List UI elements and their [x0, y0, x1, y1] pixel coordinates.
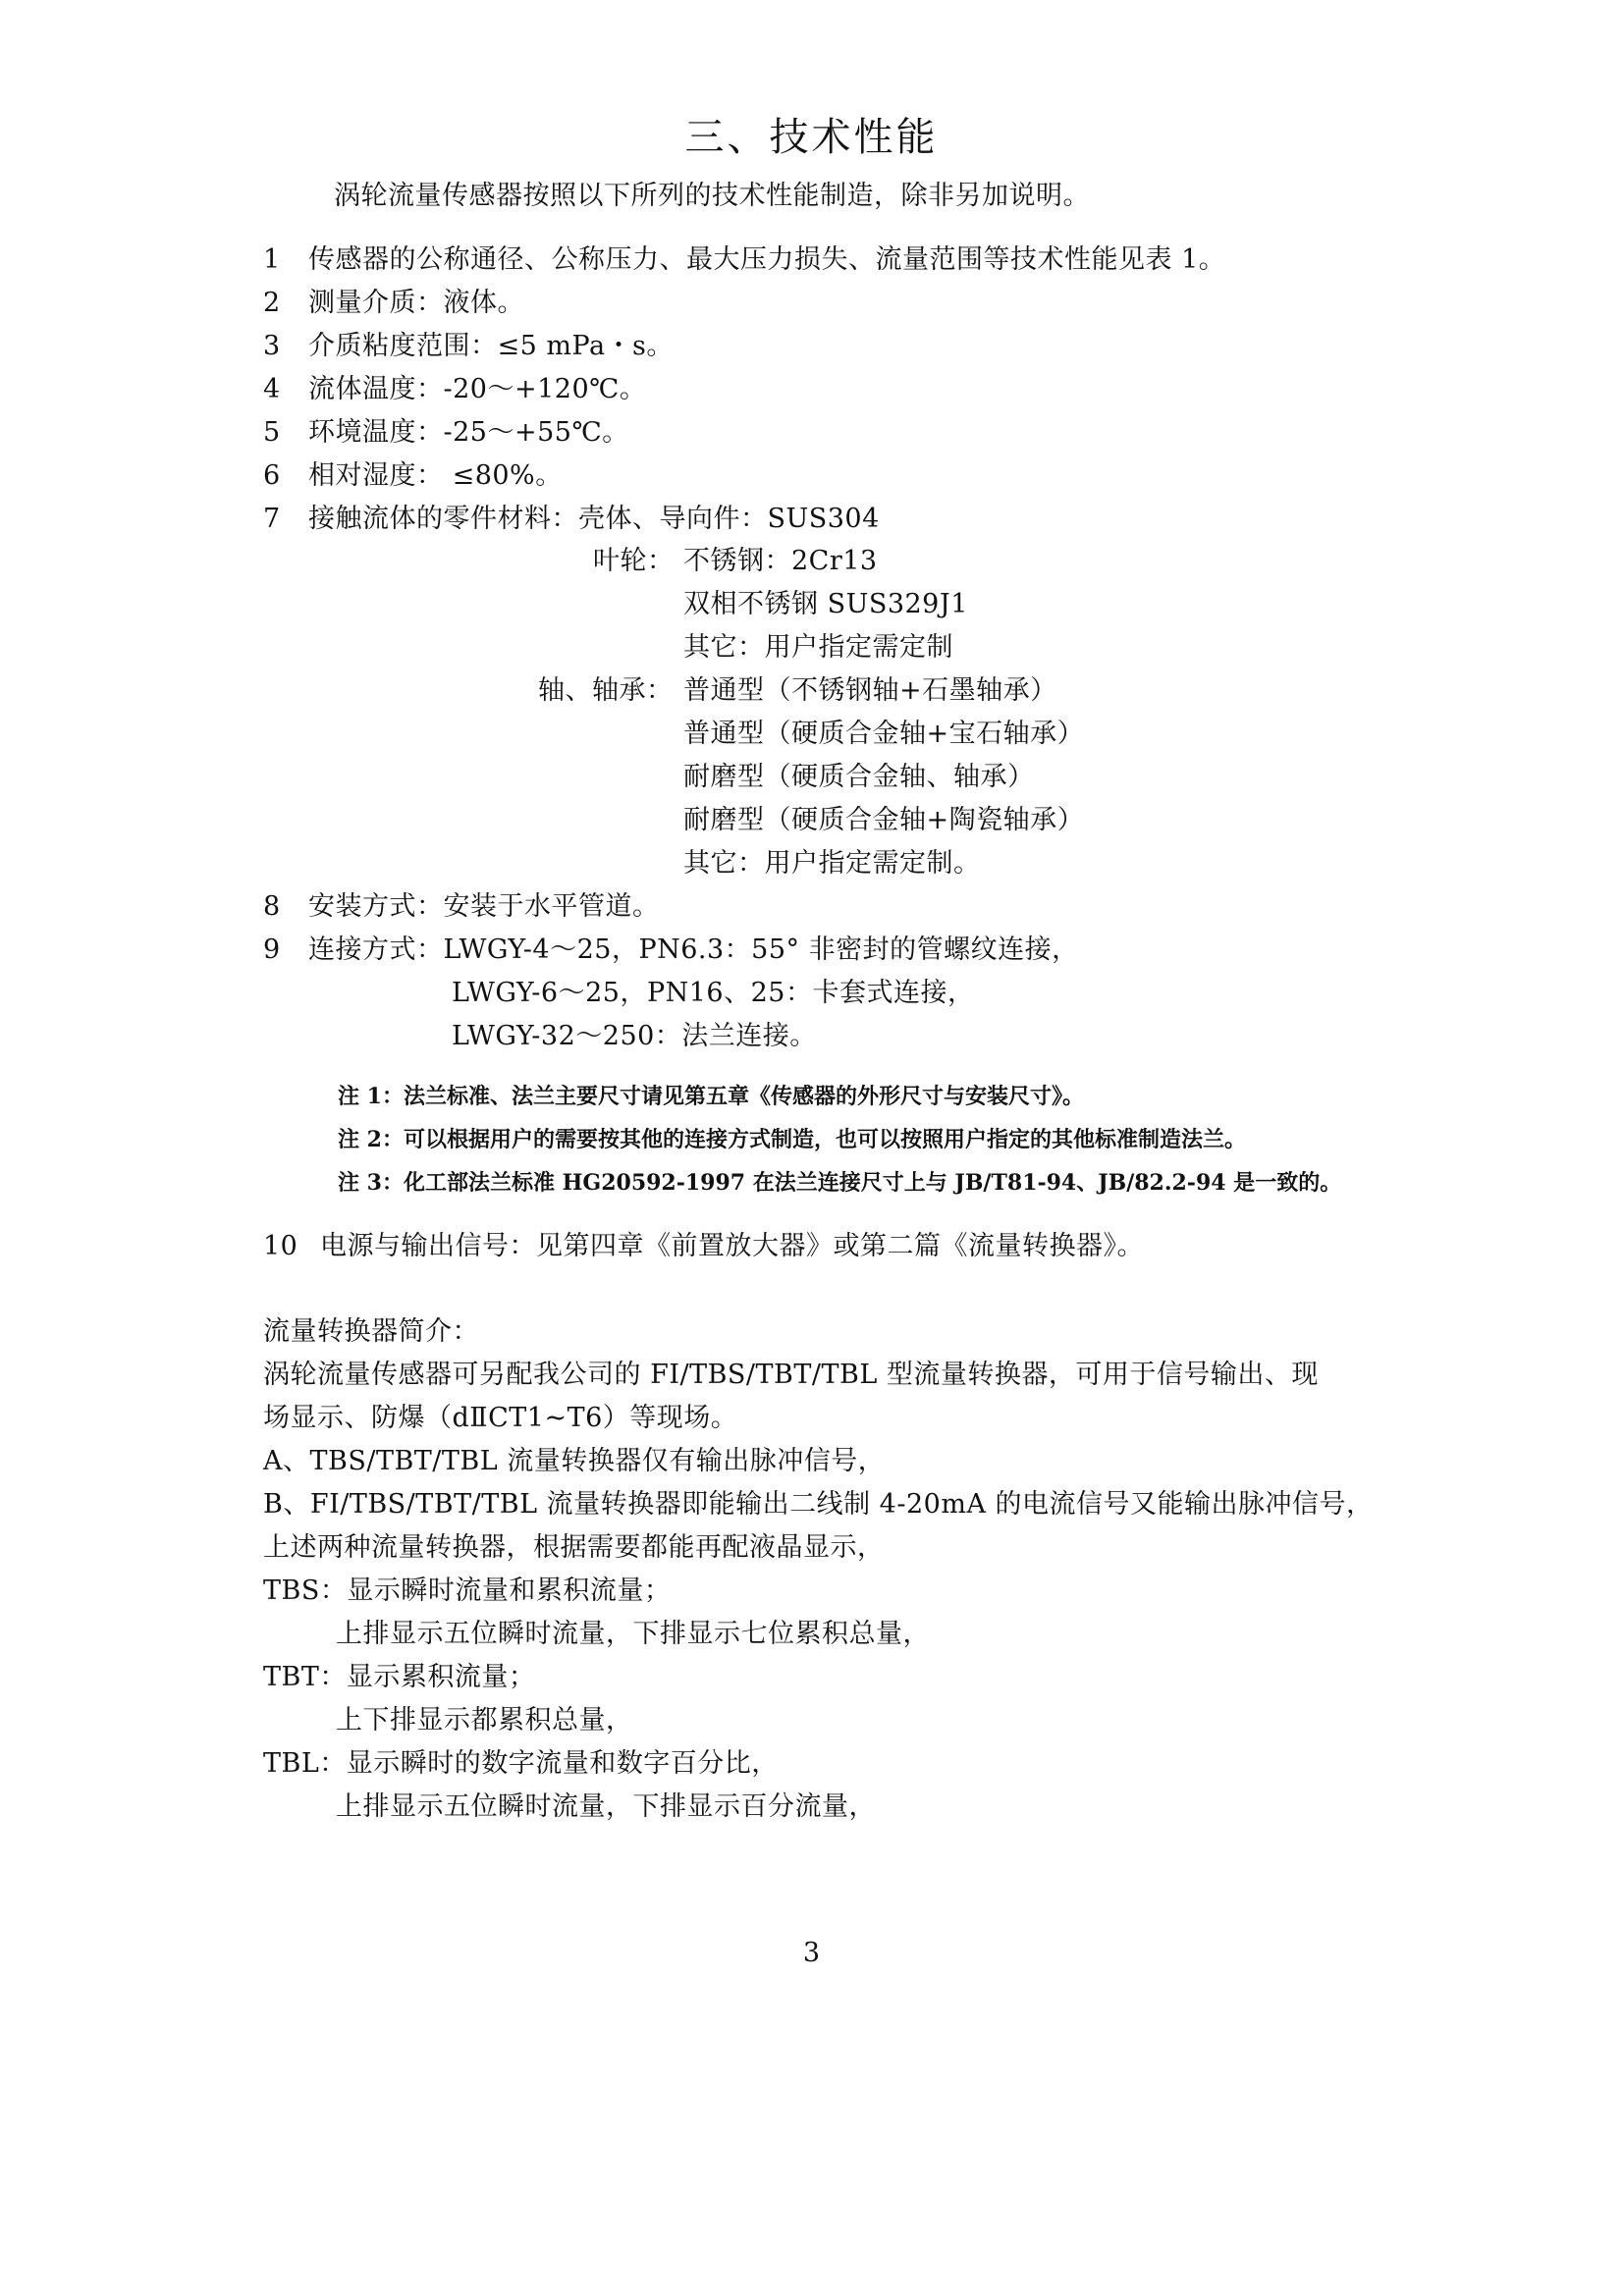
connection-label: 连接方式： [308, 934, 444, 965]
note: 注 1：法兰标准、法兰主要尺寸请见第五章《传感器的外形尺寸与安装尺寸》。 [338, 1084, 1084, 1109]
note: 注 3：化工部法兰标准 HG20592-1997 在法兰连接尺寸上与 JB/T81-94、JB/82.2-94 是一致的。 [338, 1170, 1342, 1196]
intro-paragraph: 涡轮流量传感器按照以下所列的技术性能制造，除非另加说明。 [334, 181, 1090, 211]
list-item [263, 887, 660, 927]
list-item [263, 327, 674, 366]
list-item [263, 500, 880, 539]
tbs-line: TBS：显示瞬时流量和累积流量； [263, 1575, 672, 1606]
list-item-text: 流体温度：-20～+120℃。 [308, 374, 647, 404]
list-item-number: 3 [263, 331, 281, 361]
tbl-line: TBL：显示瞬时的数字流量和数字百分比， [263, 1748, 779, 1779]
list-item-text: 传感器的公称通径、公称压力、最大压力损失、流量范围等技术性能见表 1。 [308, 244, 1226, 275]
tbs-detail: 上排显示五位瞬时流量，下排显示七位累积总量， [336, 1619, 930, 1649]
impeller-material: 其它：用户指定需定制 [683, 632, 953, 663]
list-item-number: 1 [263, 244, 281, 275]
list-item-number: 10 [263, 1231, 298, 1261]
impeller-material: 双相不锈钢 SUS329J1 [683, 589, 968, 619]
list-item [263, 1227, 1144, 1266]
list-item [263, 456, 563, 496]
converter-heading: 流量转换器简介： [263, 1316, 479, 1347]
list-item [263, 413, 629, 453]
shaft-material: 耐磨型（硬质合金轴、轴承） [683, 762, 1035, 792]
list-item-text: 环境温度：-25～+55℃。 [308, 417, 629, 448]
list-item-number: 2 [263, 288, 281, 318]
list-item-text: 相对湿度： ≤80%。 [308, 460, 563, 491]
connection-line: LWGY-4～25，PN6.3：55° 非密封的管螺纹连接， [443, 934, 1079, 965]
list-item-number: 6 [263, 460, 281, 491]
section-title: 三、技术性能 [684, 115, 939, 160]
converter-line-a: A、TBS/TBT/TBL 流量转换器仅有输出脉冲信号， [263, 1446, 886, 1476]
shaft-label: 轴、轴承： [538, 675, 674, 706]
tbt-detail: 上下排显示都累积总量， [336, 1705, 633, 1735]
list-item-number: 7 [263, 504, 281, 534]
shaft-material: 普通型（硬质合金轴+宝石轴承） [683, 719, 1085, 749]
list-item-text: 安装方式：安装于水平管道。 [308, 891, 660, 922]
converter-line-b: B、FI/TBS/TBT/TBL 流量转换器即能输出二线制 4-20mA 的电流信号又能输出脉冲信号， [263, 1489, 1374, 1520]
list-item-number: 4 [263, 374, 281, 404]
tbl-detail: 上排显示五位瞬时流量，下排显示百分流量， [336, 1791, 876, 1822]
page-number: 3 [802, 1938, 821, 1968]
note: 注 2：可以根据用户的需要按其他的连接方式制造，也可以按照用户指定的其他标准制造法兰。 [338, 1127, 1246, 1152]
list-item-text: 介质粘度范围：≤5 mPa・s。 [308, 331, 674, 361]
shaft-material: 普通型（不锈钢轴+石墨轴承） [683, 675, 1057, 706]
list-item-text: 电源与输出信号：见第四章《前置放大器》或第二篇《流量转换器》。 [320, 1231, 1144, 1261]
tbt-line: TBT：显示累积流量； [263, 1662, 536, 1692]
connection-line: LWGY-32～250：法兰连接。 [452, 1021, 817, 1051]
list-item-text: 接触流体的零件材料：壳体、导向件：SUS304 [308, 504, 880, 534]
list-item-number: 9 [263, 934, 281, 965]
list-item-number: 8 [263, 891, 281, 922]
connection-line: LWGY-6～25，PN16、25：卡套式连接， [452, 978, 975, 1008]
list-item-number: 5 [263, 417, 281, 448]
converter-paragraph: 涡轮流量传感器可另配我公司的 FI/TBS/TBT/TBL 型流量转换器，可用于信号输出、现 [263, 1360, 1319, 1390]
impeller-material: 不锈钢：2Cr13 [683, 546, 878, 576]
shaft-material: 其它：用户指定需定制。 [683, 848, 981, 879]
impeller-label: 叶轮： [593, 546, 675, 576]
list-item-text: 测量介质：液体。 [308, 288, 524, 318]
list-item [263, 284, 524, 323]
shaft-material: 耐磨型（硬质合金轴+陶瓷轴承） [683, 805, 1085, 835]
converter-line-c: 上述两种流量转换器，根据需要都能再配液晶显示， [263, 1532, 885, 1563]
list-item [263, 931, 1079, 970]
list-item [263, 370, 646, 409]
converter-paragraph: 场显示、防爆（dⅡCT1~T6）等现场。 [263, 1403, 738, 1433]
list-item [263, 240, 1225, 280]
